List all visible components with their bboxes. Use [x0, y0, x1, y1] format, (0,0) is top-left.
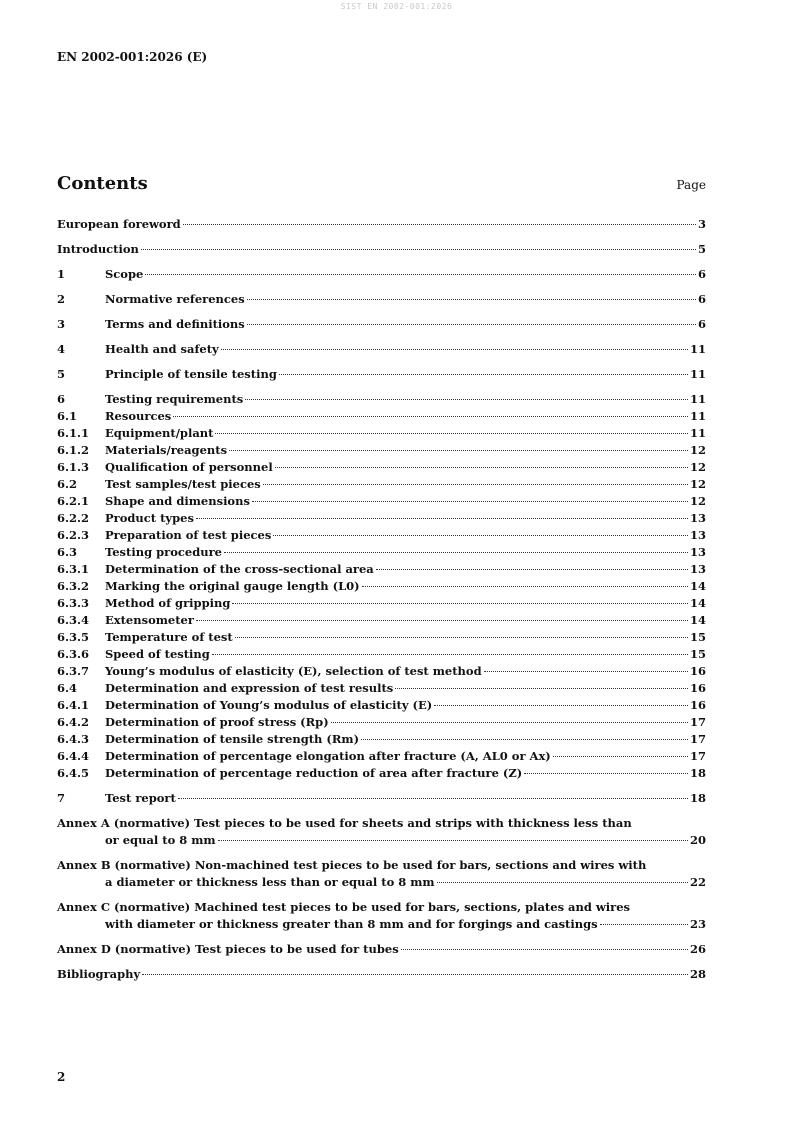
annex-title: Annex A (normative) Test pieces to be used for sheets and strips with thickness less than: [57, 816, 632, 830]
toc-page: 18: [689, 766, 706, 780]
toc-page: 11: [689, 426, 706, 440]
toc-title: Method of gripping: [105, 596, 231, 610]
annex-title: Annex B (normative) Non-machined test pieces to be used for bars, sections and wires with: [57, 858, 647, 872]
dot-leader: [215, 433, 688, 434]
toc-entry[interactable]: [57, 697, 706, 714]
toc-number: 5: [57, 367, 66, 381]
toc-page: 17: [689, 732, 706, 746]
toc-entry[interactable]: [57, 966, 706, 983]
toc-page: 16: [689, 681, 706, 695]
toc-entry[interactable]: [57, 790, 706, 807]
toc-number: 6.4.2: [57, 715, 90, 729]
page-number: 2: [57, 1070, 66, 1084]
annex-title-cont: a diameter or thickness less than or equal to 8 mm: [105, 875, 435, 889]
toc-page: 28: [689, 967, 706, 981]
toc-entry[interactable]: [57, 714, 706, 731]
toc-number: 2: [57, 292, 66, 306]
toc-entry[interactable]: [57, 646, 706, 663]
toc-title: Terms and definitions: [105, 317, 245, 331]
dot-leader: [484, 671, 688, 672]
annex-continuation: [57, 916, 706, 933]
toc-number: 1: [57, 267, 66, 281]
dot-leader: [331, 722, 688, 723]
annex-title-cont: with diameter or thickness greater than 8 mm and for forgings and castings: [105, 917, 598, 931]
dot-leader: [395, 688, 688, 689]
toc-entry[interactable]: [57, 291, 706, 308]
dot-leader: [173, 416, 688, 417]
toc-number: 6.4.3: [57, 732, 90, 746]
toc-page: 5: [697, 242, 706, 256]
toc-page: 12: [689, 494, 706, 508]
toc-number: 6.2.2: [57, 511, 90, 525]
dot-leader: [141, 249, 696, 250]
toc-title: Marking the original gauge length (L0): [105, 579, 360, 593]
toc-page: 6: [697, 317, 706, 331]
toc-title: Introduction: [57, 242, 139, 256]
contents-heading: Contents: [57, 173, 148, 194]
watermark: SIST EN 2002-001:2026: [340, 2, 453, 11]
toc-page: 16: [689, 698, 706, 712]
toc-entry[interactable]: [57, 391, 706, 408]
toc-page: 13: [689, 511, 706, 525]
dot-leader: [229, 450, 688, 451]
toc-entry[interactable]: [57, 241, 706, 258]
toc-title: Testing procedure: [105, 545, 222, 559]
toc-page: 13: [689, 528, 706, 542]
dot-leader: [275, 467, 688, 468]
toc-number: 6.4.5: [57, 766, 90, 780]
toc-title: Bibliography: [57, 967, 141, 981]
toc-title: Determination of percentage reduction of area after fracture (Z): [105, 766, 523, 780]
toc-number: 6.1.3: [57, 460, 90, 474]
toc-number: 6.3.2: [57, 579, 90, 593]
toc-number: 7: [57, 791, 66, 805]
toc-number: 6.3.5: [57, 630, 90, 644]
toc-number: 6.4: [57, 681, 78, 695]
toc-title: Testing requirements: [105, 392, 244, 406]
toc-number: 6.3.1: [57, 562, 90, 576]
toc-page: 12: [689, 460, 706, 474]
toc-page: 20: [689, 833, 706, 847]
toc-title: Speed of testing: [105, 647, 210, 661]
dot-leader: [245, 399, 688, 400]
toc-number: 6.2.1: [57, 494, 90, 508]
annex-entry[interactable]: [57, 815, 706, 849]
toc-entry[interactable]: [57, 493, 706, 510]
toc-entry[interactable]: [57, 341, 706, 358]
toc-number: 6.3.4: [57, 613, 90, 627]
toc-title: Health and safety: [105, 342, 219, 356]
toc-page: 14: [689, 579, 706, 593]
dot-leader: [362, 586, 688, 587]
toc-page: 23: [689, 917, 706, 931]
toc-title: Preparation of test pieces: [105, 528, 272, 542]
annex-title: Annex C (normative) Machined test pieces to be used for bars, sections, plates and wires: [57, 900, 631, 914]
dot-leader: [263, 484, 688, 485]
toc-title: Temperature of test: [105, 630, 233, 644]
toc-entry[interactable]: [57, 425, 706, 442]
dot-leader: [247, 299, 696, 300]
dot-leader: [212, 654, 688, 655]
dot-leader: [183, 224, 696, 225]
dot-leader: [553, 756, 688, 757]
dot-leader: [376, 569, 688, 570]
toc-title: Young’s modulus of elasticity (E), selection of test method: [105, 664, 482, 678]
page-column-label: Page: [676, 178, 706, 192]
dot-leader: [361, 739, 688, 740]
toc-title: Determination of proof stress (Rp): [105, 715, 329, 729]
annex-entry[interactable]: [57, 857, 706, 891]
toc-entry[interactable]: [57, 510, 706, 527]
toc-title: Product types: [105, 511, 194, 525]
toc-entry[interactable]: [57, 765, 706, 782]
toc-title: Materials/reagents: [105, 443, 228, 457]
dot-leader: [600, 924, 688, 925]
toc-number: 6.1: [57, 409, 78, 423]
toc-page: 13: [689, 562, 706, 576]
toc-page: 11: [689, 367, 706, 381]
toc-number: 6.3.3: [57, 596, 90, 610]
toc-entry[interactable]: [57, 216, 706, 233]
toc-title: Determination of Young’s modulus of elasticity (E): [105, 698, 433, 712]
toc-title: Determination and expression of test results: [105, 681, 394, 695]
toc-title: Equipment/plant: [105, 426, 214, 440]
toc-number: 6.4.4: [57, 749, 90, 763]
dot-leader: [437, 882, 688, 883]
toc-page: 14: [689, 613, 706, 627]
dot-leader: [178, 798, 688, 799]
dot-leader: [235, 637, 688, 638]
toc-entry[interactable]: [57, 459, 706, 476]
toc-page: 22: [689, 875, 706, 889]
toc-title: Normative references: [105, 292, 245, 306]
toc-page: 15: [689, 647, 706, 661]
toc-entry[interactable]: [57, 544, 706, 561]
toc-number: 6.1.2: [57, 443, 90, 457]
toc-page: 6: [697, 267, 706, 281]
toc-page: 17: [689, 749, 706, 763]
annex-continuation: [57, 832, 706, 849]
toc-title: Scope: [105, 267, 144, 281]
dot-leader: [279, 374, 688, 375]
toc-page: 16: [689, 664, 706, 678]
toc-page: 26: [689, 942, 706, 956]
toc-page: 12: [689, 443, 706, 457]
toc-entry[interactable]: [57, 595, 706, 612]
dot-leader: [196, 518, 688, 519]
table-of-contents: [57, 216, 706, 983]
toc-number: 6.3.6: [57, 647, 90, 661]
annex-entry[interactable]: [57, 899, 706, 933]
toc-page: 14: [689, 596, 706, 610]
toc-page: 13: [689, 545, 706, 559]
dot-leader: [142, 974, 688, 975]
toc-number: 6.2.3: [57, 528, 90, 542]
toc-page: 3: [697, 217, 706, 231]
dot-leader: [252, 501, 688, 502]
toc-entry[interactable]: [57, 442, 706, 459]
toc-entry[interactable]: [57, 408, 706, 425]
dot-leader: [401, 949, 688, 950]
toc-entry[interactable]: [57, 629, 706, 646]
toc-page: 17: [689, 715, 706, 729]
dot-leader: [524, 773, 688, 774]
toc-title: Annex D (normative) Test pieces to be used for tubes: [57, 942, 399, 956]
toc-entry[interactable]: [57, 612, 706, 629]
toc-number: 6.1.1: [57, 426, 90, 440]
dot-leader: [232, 603, 688, 604]
toc-entry[interactable]: [57, 316, 706, 333]
toc-entry[interactable]: [57, 748, 706, 765]
dot-leader: [434, 705, 688, 706]
toc-page: 11: [689, 342, 706, 356]
toc-entry[interactable]: [57, 731, 706, 748]
toc-title: Test samples/test pieces: [105, 477, 261, 491]
toc-entry[interactable]: [57, 680, 706, 697]
toc-entry[interactable]: [57, 476, 706, 493]
document-id: EN 2002-001:2026 (E): [57, 50, 208, 64]
toc-number: 6.4.1: [57, 698, 90, 712]
toc-page: 15: [689, 630, 706, 644]
toc-title: Principle of tensile testing: [105, 367, 277, 381]
toc-entry[interactable]: [57, 941, 706, 958]
toc-title: Determination of percentage elongation after fracture (A, AL0 or Ax): [105, 749, 551, 763]
dot-leader: [247, 324, 696, 325]
dot-leader: [221, 349, 688, 350]
toc-title: Shape and dimensions: [105, 494, 250, 508]
toc-page: 18: [689, 791, 706, 805]
dot-leader: [224, 552, 688, 553]
toc-page: 11: [689, 409, 706, 423]
toc-page: 12: [689, 477, 706, 491]
toc-page: 11: [689, 392, 706, 406]
toc-entry[interactable]: [57, 366, 706, 383]
toc-title: European foreword: [57, 217, 181, 231]
toc-number: 6.2: [57, 477, 78, 491]
toc-entry[interactable]: [57, 266, 706, 283]
annex-continuation: [57, 874, 706, 891]
dot-leader: [273, 535, 688, 536]
toc-title: Resources: [105, 409, 172, 423]
toc-title: Determination of tensile strength (Rm): [105, 732, 360, 746]
toc-number: 4: [57, 342, 66, 356]
dot-leader: [218, 840, 688, 841]
dot-leader: [145, 274, 696, 275]
toc-title: Extensometer: [105, 613, 194, 627]
toc-title: Test report: [105, 791, 176, 805]
toc-title: Determination of the cross-sectional area: [105, 562, 374, 576]
dot-leader: [196, 620, 688, 621]
toc-number: 6: [57, 392, 66, 406]
toc-entry[interactable]: [57, 663, 706, 680]
toc-number: 6.3: [57, 545, 78, 559]
toc-title: Qualification of personnel: [105, 460, 273, 474]
toc-number: 3: [57, 317, 66, 331]
toc-entry[interactable]: [57, 527, 706, 544]
toc-entry[interactable]: [57, 561, 706, 578]
toc-entry[interactable]: [57, 578, 706, 595]
annex-title-cont: or equal to 8 mm: [105, 833, 216, 847]
toc-page: 6: [697, 292, 706, 306]
toc-number: 6.3.7: [57, 664, 90, 678]
